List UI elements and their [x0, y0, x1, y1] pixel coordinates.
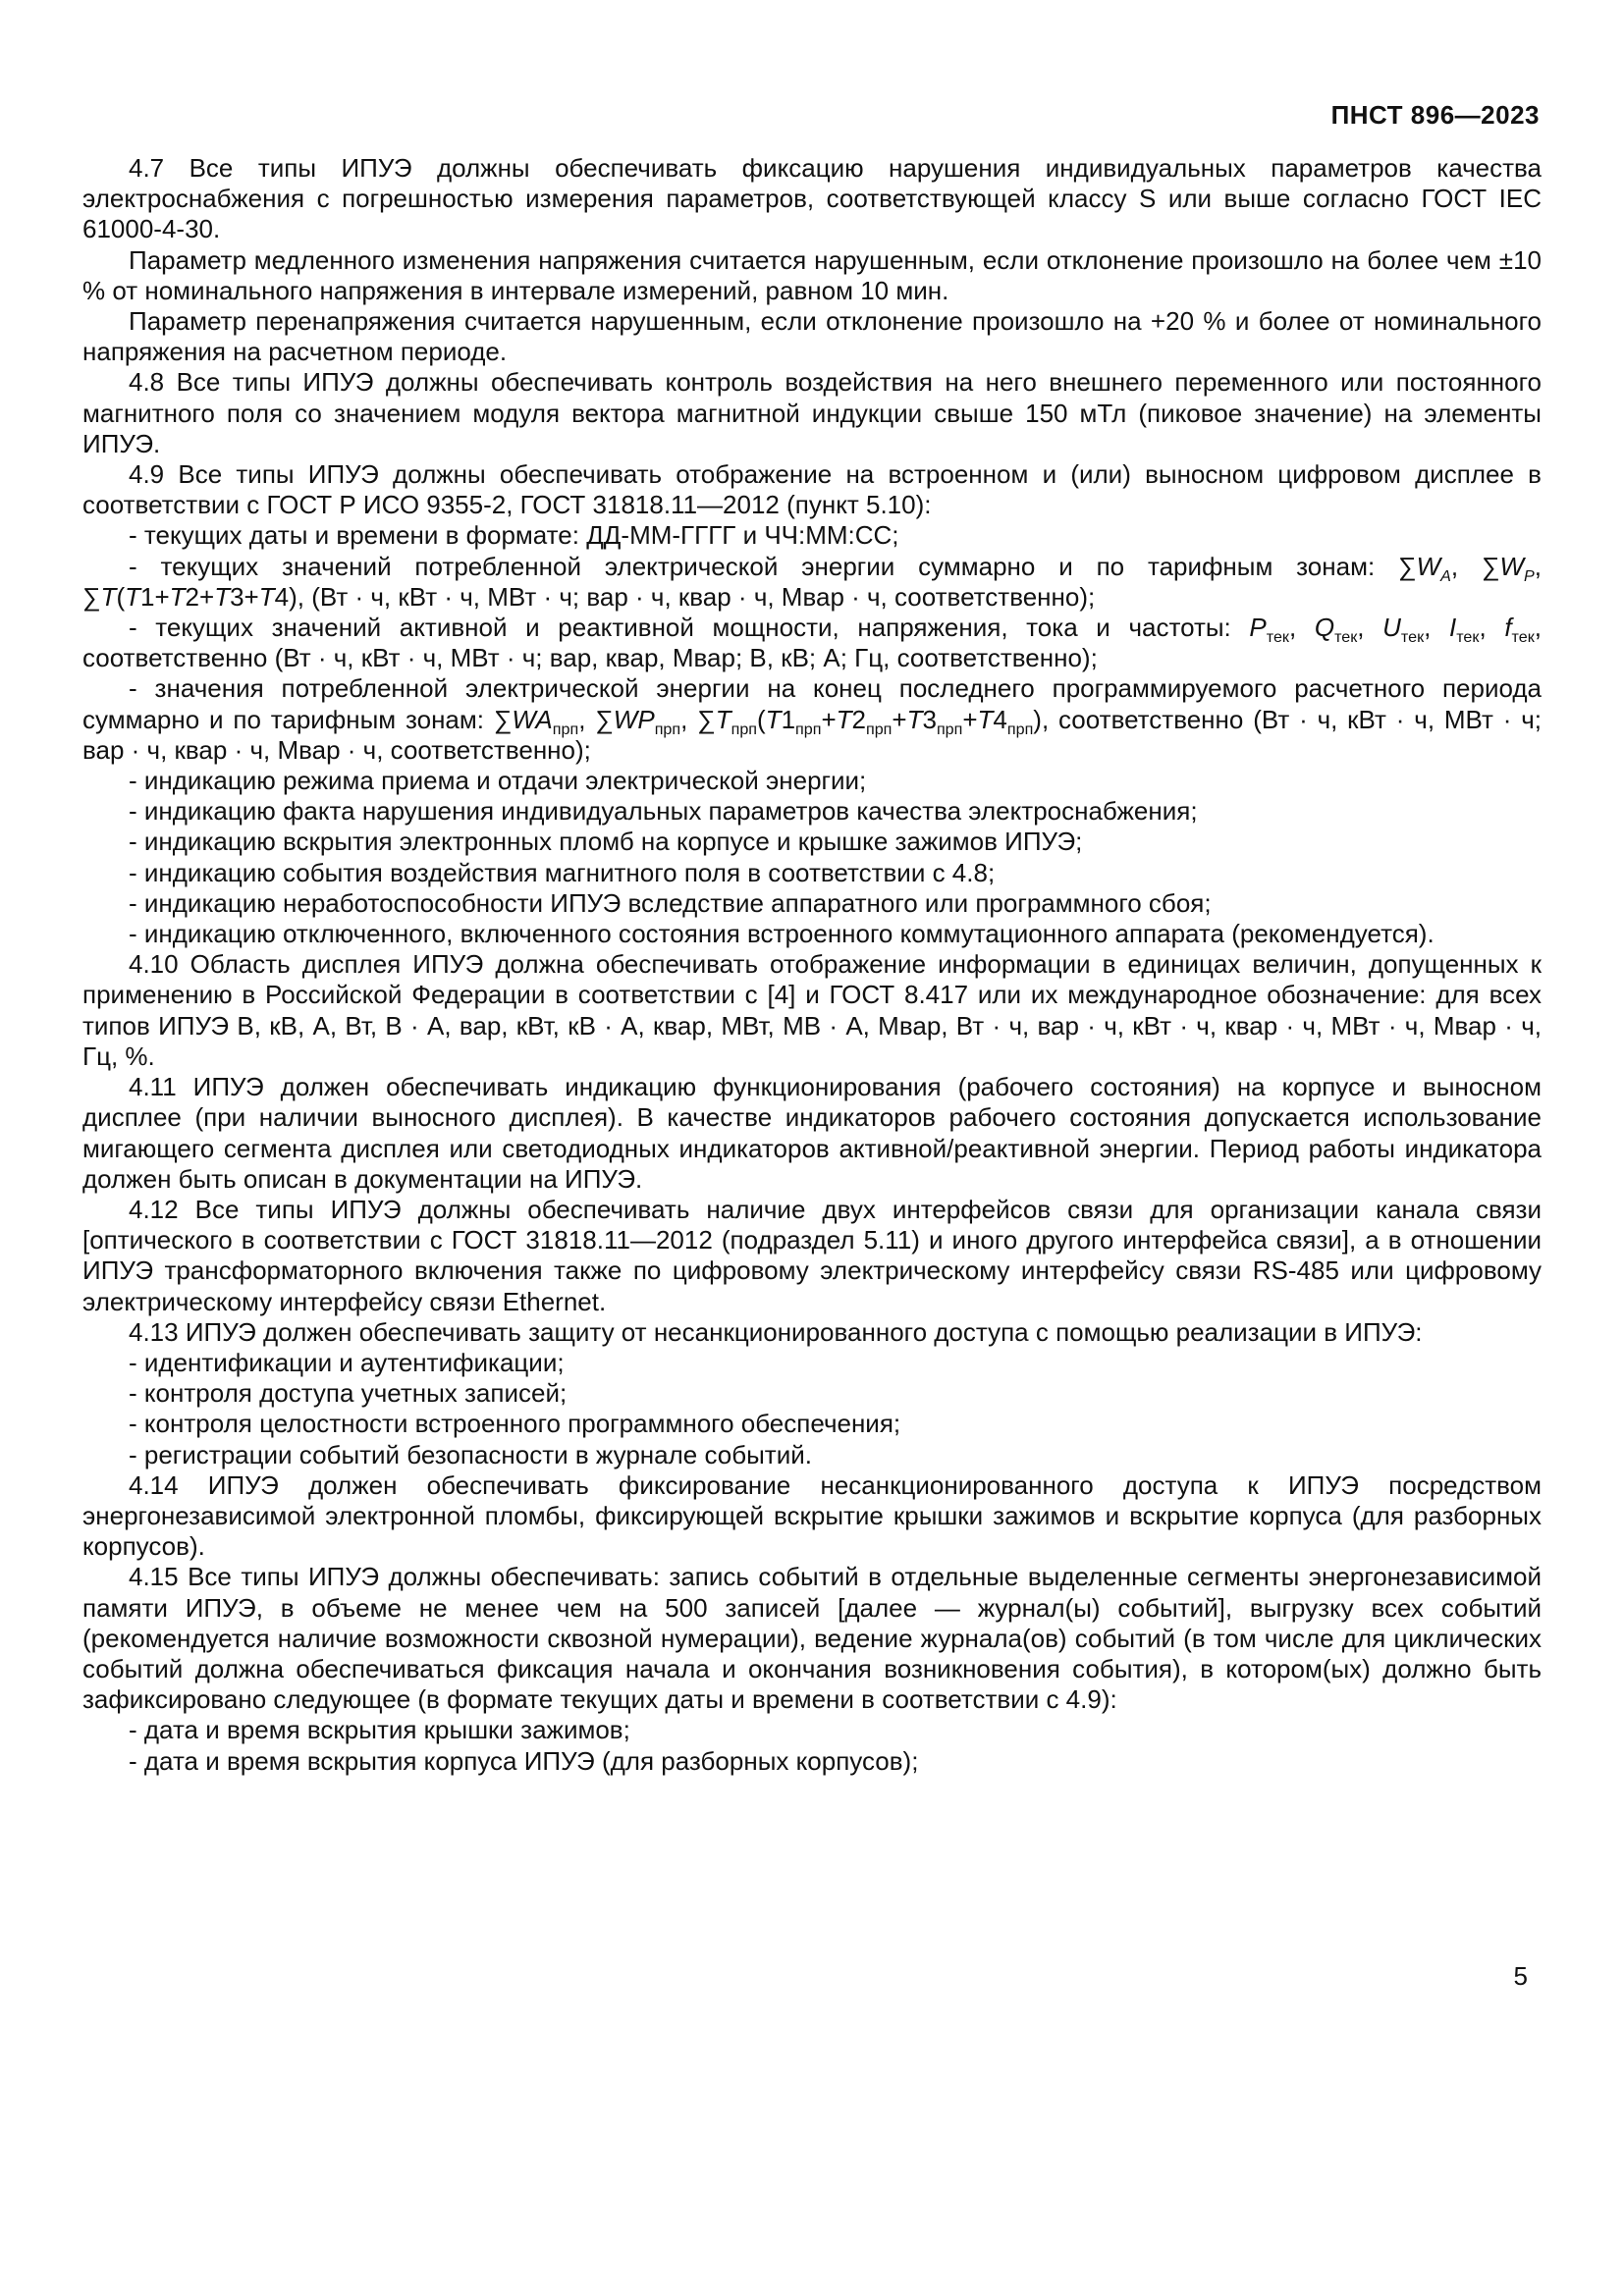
list-item: - контроля доступа учетных записей; [129, 1378, 568, 1409]
document-code-header: ПНСТ 896—2023 [1330, 100, 1540, 130]
list-item: - дата и время вскрытия корпуса ИПУЭ (для разборных корпусов); [129, 1745, 919, 1776]
list-item: - идентификации и аутентификации; [129, 1347, 565, 1377]
clause-4-8: 4.8 Все типы ИПУЭ должны обеспечивать контроль воздействия на него внешнего переменного или постоянного магнитного поля со значением модуля вектора магнитной индукции свыше 150 мТл (пиковое значение) на элементы ИПУЭ. [82, 367, 1542, 458]
clause-4-7-continuation: Параметр перенапряжения считается нарушенным, если отклонение произошло на +20 % и более от номинального напряжения на расчетном периоде. [82, 306, 1542, 367]
clause-4-7: 4.7 Все типы ИПУЭ должны обеспечивать фиксацию нарушения индивидуальных параметров качества электроснабжения с погрешностью измерения параметров, соответствующей классу S или выше согласно ГОСТ IEC 61000-4-30. [82, 153, 1542, 244]
list-item: - индикацию отключенного, включенного состояния встроенного коммутационного аппарата (рекомендуется). [129, 919, 1435, 949]
clause-4-15: 4.15 Все типы ИПУЭ должны обеспечивать: запись событий в отдельные выделенные сегменты энергонезависимой памяти ИПУЭ, в объеме не менее чем на 500 записей [далее — журнал(ы) событий], выгрузку всех событий (рекомендуется наличие возможности сквозной нумерации), ведение журнала(ов) событий (в том числе для циклических событий должна обеспечиваться фиксация начала и окончания возникновения события), в котором(ых) должно быть зафиксировано следующее (в формате текущих даты и времени в соответствии с 4.9): [82, 1562, 1542, 1715]
clause-4-13: 4.13 ИПУЭ должен обеспечивать защиту от несанкционированного доступа с помощью реализации в ИПУЭ: [129, 1316, 1423, 1347]
list-item: - текущих значений активной и реактивной мощности, напряжения, тока и частоты: $P_{тек}$, $Q_{тек}$, $U_{тек}$, $I_{тек}$, $f_{тек}$, соответственно (Вт · ч, кВт · ч, МВт · ч; вар, квар, Мвар; В, кВ; А; Гц, соответственно); [82, 613, 1542, 673]
list-item: - значения потребленной электрической энергии на конец последнего программируемого расчетного периода суммарно и по тарифным зонам: $\sum WA_{прп}$, $\sum WP_{прп}$, $\sum T_{прп}(T1_{прп}+T2_{прп}+T3_{прп}+T4_{прп})$, соответственно (Вт · ч, кВт · ч, МВт · ч; вар · ч, квар · ч, Мвар · ч, соответственно); [82, 673, 1543, 765]
document-body [82, 153, 1542, 1777]
clause-4-14: 4.14 ИПУЭ должен обеспечивать фиксирование несанкционированного доступа к ИПУЭ посредством энергонезависимой электронной пломбы, фиксирующей вскрытие крышки зажимов и вскрытие корпуса (для разборных корпусов). [82, 1469, 1542, 1562]
clause-4-7-continuation: Параметр медленного изменения напряжения считается нарушенным, если отклонение произошло на более чем ±10 % от номинального напряжения в интервале измерений, равном 10 мин. [82, 244, 1542, 305]
list-item: - текущих значений потребленной электрической энергии суммарно и по тарифным зонам: $\sum W_A$, $\sum W_P$, ∑T(T1+T2+T3+T4), (Вт · ч, кВт · ч, МВт · ч; вар · ч, квар · ч, Мвар · ч, соответственно); [82, 551, 1543, 612]
list-item: - индикацию режима приема и отдачи электрической энергии; [129, 766, 867, 796]
clause-4-9: 4.9 Все типы ИПУЭ должны обеспечивать отображение на встроенном и (или) выносном цифровом дисплее в соответствии с ГОСТ Р ИСО 9355-2, ГОСТ 31818.11—2012 (пункт 5.10): [82, 459, 1542, 520]
list-item: - индикацию вскрытия электронных пломб на корпусе и крышке зажимов ИПУЭ; [129, 827, 1083, 857]
list-item: - контроля целостности встроенного программного обеспечения; [129, 1409, 901, 1439]
list-item: - индикацию факта нарушения индивидуальных параметров качества электроснабжения; [129, 796, 1198, 827]
list-item: - текущих даты и времени в формате: ДД-ММ-ГГГГ и ЧЧ:ММ:СС; [129, 520, 899, 551]
list-item: - регистрации событий безопасности в журнале событий. [129, 1439, 812, 1469]
list-item: - дата и время вскрытия крышки зажимов; [129, 1715, 630, 1745]
page-number: 5 [1513, 1961, 1528, 1991]
clause-4-11: 4.11 ИПУЭ должен обеспечивать индикацию функционирования (рабочего состояния) на корпусе и выносном дисплее (при наличии выносного дисплея). В качестве индикаторов рабочего состояния допускается использование мигающего сегмента дисплея или светодиодных индикаторов активной/реактивной энергии. Период работы индикатора должен быть описан в документации на ИПУЭ. [82, 1072, 1542, 1194]
list-item: - индикацию события воздействия магнитного поля в соответствии с 4.8; [129, 857, 996, 887]
list-item: - индикацию неработоспособности ИПУЭ вследствие аппаратного или программного сбоя; [129, 887, 1212, 918]
clause-4-10: 4.10 Область дисплея ИПУЭ должна обеспечивать отображение информации в единицах величин, допущенных к применению в Российской Федерации в соответствии с [4] и ГОСТ 8.417 или их международное обозначение: для всех типов ИПУЭ В, кВ, А, Вт, В · А, вар, кВт, кВ · А, квар, МВт, МВ · А, Мвар, Вт · ч, вар · ч, кВт · ч, квар · ч, МВт · ч, Мвар · ч, Гц, %. [82, 949, 1542, 1071]
clause-4-12: 4.12 Все типы ИПУЭ должны обеспечивать наличие двух интерфейсов связи для организации канала связи [оптического в соответствии с ГОСТ 31818.11—2012 (подраздел 5.11) и иного другого интерфейса связи], а в отношении ИПУЭ трансформаторного включения также по цифровому электрическому интерфейсу связи RS-485 или цифровому электрическому интерфейсу связи Ethernet. [82, 1194, 1542, 1316]
